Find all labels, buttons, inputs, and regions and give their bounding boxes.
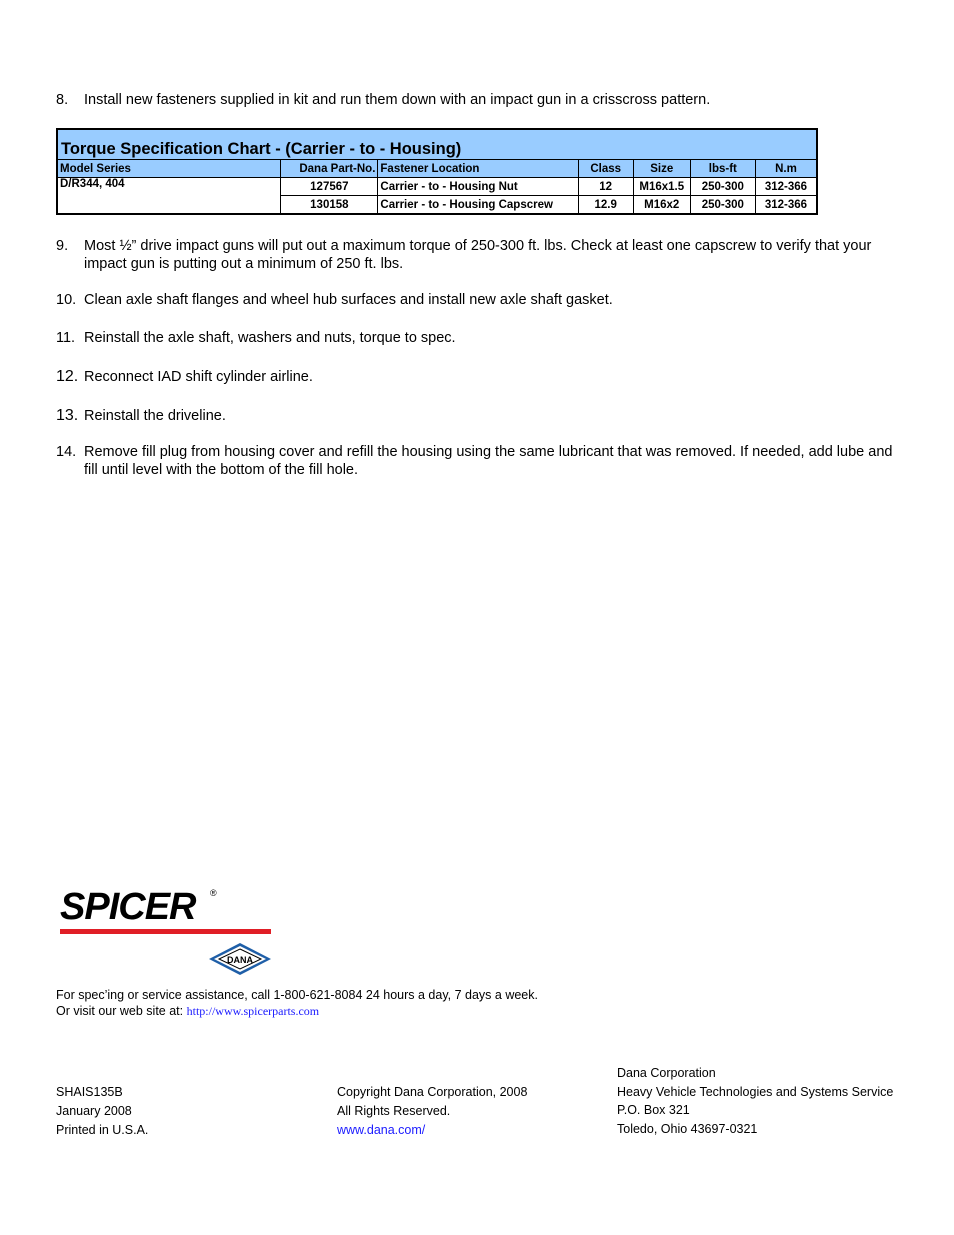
copyright-text: Copyright Dana Corporation, 2008 <box>337 1085 528 1099</box>
col-header-part-no: Dana Part-No. <box>281 160 378 178</box>
lbs-ft-cell: 250-300 <box>690 178 755 196</box>
city-state-zip: Toledo, Ohio 43697-0321 <box>617 1121 758 1136</box>
table-header-row <box>57 160 817 178</box>
model-series-cell: D/R344, 404 <box>57 178 281 215</box>
class-cell: 12.9 <box>578 196 633 215</box>
rights-text: All Rights Reserved. <box>337 1104 451 1118</box>
table-row <box>57 178 817 196</box>
col-header-class: Class <box>578 160 633 178</box>
step-11 <box>56 329 901 347</box>
col-header-fastener-location: Fastener Location <box>378 160 578 178</box>
size-cell: M16x1.5 <box>633 178 690 196</box>
col-header-model-series: Model Series <box>57 160 281 178</box>
website-prefix: Or visit our web site at: <box>56 1004 187 1018</box>
website-line <box>56 1003 319 1019</box>
footer-copyright <box>337 1083 527 1140</box>
footer-doc-info <box>56 1083 148 1140</box>
step-14 <box>56 443 901 479</box>
step-number: 12. <box>56 368 79 385</box>
torque-spec-table <box>56 128 818 215</box>
assistance-line: For spec’ing or service assistance, call 1-800-621-8084 24 hours a day, 7 days a week. <box>56 988 538 1002</box>
spicer-logo-bar <box>60 929 271 934</box>
dana-logo-icon <box>208 942 272 976</box>
table-title: Torque Specification Chart - (Carrier - to - Housing) <box>57 129 817 160</box>
step-text: Reinstall the axle shaft, washers and nuts, torque to spec. <box>84 330 456 346</box>
step-number: 11. <box>56 330 76 346</box>
step-10 <box>56 291 901 309</box>
part-no-cell: 130158 <box>281 196 378 215</box>
dana-logo-text: DANA <box>227 955 253 965</box>
spicer-logo: SPICER <box>60 886 196 928</box>
step-number: 10. <box>56 292 77 308</box>
step-text: Reconnect IAD shift cylinder airline. <box>84 369 313 385</box>
step-8 <box>56 91 901 109</box>
step-number: 8. <box>56 92 69 108</box>
registered-mark: ® <box>210 888 217 898</box>
step-number: 13. <box>56 407 79 424</box>
size-cell: M16x2 <box>633 196 690 215</box>
class-cell: 12 <box>578 178 633 196</box>
step-text: Install new fasteners supplied in kit and run them down with an impact gun in a crisscross pattern. <box>84 92 711 108</box>
nm-cell: 312-366 <box>755 178 817 196</box>
doc-date: January 2008 <box>56 1104 132 1118</box>
po-box: P.O. Box 321 <box>617 1103 690 1117</box>
step-text: Reinstall the driveline. <box>84 408 226 424</box>
spicerparts-link[interactable]: http://www.spicerparts.com <box>186 1004 320 1018</box>
step-number: 9. <box>56 238 69 254</box>
col-header-size: Size <box>633 160 690 178</box>
step-12 <box>56 368 901 386</box>
footer-address <box>617 1064 893 1138</box>
company-name: Dana Corporation <box>617 1066 716 1080</box>
part-no-cell: 127567 <box>281 178 378 196</box>
step-9 <box>56 237 901 273</box>
lbs-ft-cell: 250-300 <box>690 196 755 215</box>
step-13 <box>56 407 901 425</box>
division-name: Heavy Vehicle Technologies and Systems Service <box>617 1084 894 1099</box>
fastener-location-cell: Carrier - to - Housing Nut <box>378 178 578 196</box>
nm-cell: 312-366 <box>755 196 817 215</box>
fastener-location-cell: Carrier - to - Housing Capscrew <box>378 196 578 215</box>
step-text: Remove fill plug from housing cover and refill the housing using the same lubricant that was removed. If needed, add lube and fill until level with the bottom of the fill hole. <box>84 444 893 478</box>
dana-website-link[interactable]: www.dana.com/ <box>337 1123 426 1137</box>
step-text: Clean axle shaft flanges and wheel hub surfaces and install new axle shaft gasket. <box>84 292 613 308</box>
step-text: Most ½” drive impact guns will put out a maximum torque of 250-300 ft. lbs. Check at least one capscrew to verify that your impact gun is putting out a minimum of 250 ft. lbs. <box>84 238 872 272</box>
doc-number: SHAIS135B <box>56 1085 123 1099</box>
step-number: 14. <box>56 444 77 460</box>
col-header-nm: N.m <box>755 160 817 178</box>
col-header-lbs-ft: lbs-ft <box>690 160 755 178</box>
printed-in: Printed in U.S.A. <box>56 1123 149 1137</box>
